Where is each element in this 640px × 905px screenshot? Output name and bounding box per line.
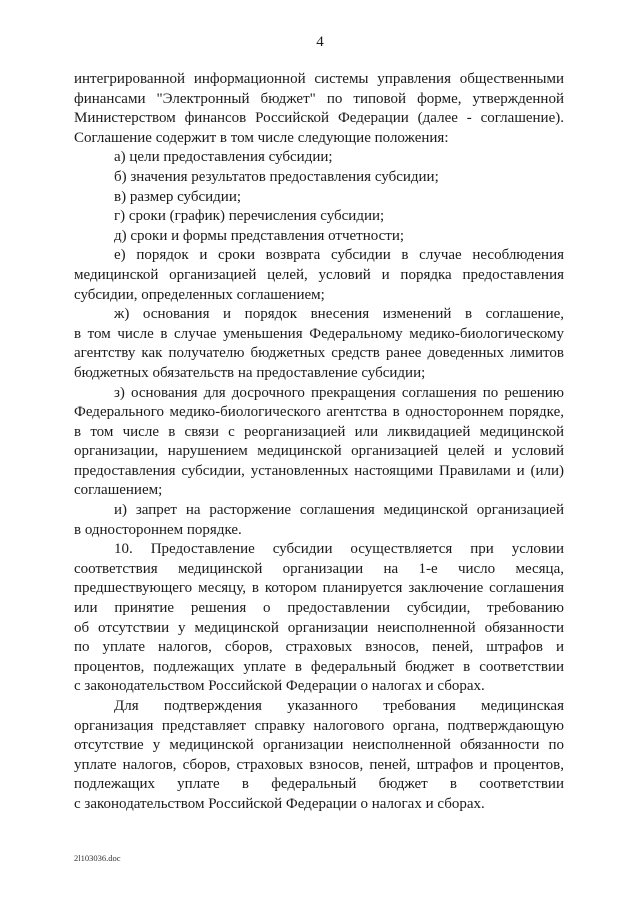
- list-item-f: е) порядок и сроки возврата субсидии в случае несоблюдения: [114, 247, 564, 264]
- text-line: Соглашение содержит в том числе следующие положения:: [74, 129, 449, 146]
- text-line: об отсутствии у медицинской организации неисполненной обязанности: [74, 619, 564, 636]
- paragraph-confirmation: Для подтверждения указанного требования медицинская: [114, 698, 564, 714]
- text-line: предшествующего месяцу, в котором планируется заключение соглашения: [74, 580, 564, 597]
- list-item-e: д) сроки и формы представления отчетности;: [114, 227, 405, 244]
- text-line: медицинской организацией целей, условий и порядка предоставления: [74, 266, 564, 283]
- text-line: интегрированной информационной системы управления общественными: [74, 71, 564, 87]
- text-line: субсидии, определенных соглашением;: [74, 286, 325, 303]
- list-item-c: в) размер субсидии;: [114, 188, 242, 205]
- list-item-i: и) запрет на расторжение соглашения медицинской организацией: [114, 502, 564, 519]
- text-line: Министерством финансов Российской Федерации (далее - соглашение).: [74, 110, 564, 127]
- footer-file-code: 2l103036.doc: [74, 853, 121, 863]
- page-number: 4: [316, 34, 324, 50]
- paragraph-10: 10. Предоставление субсидии осуществляется при условии: [114, 541, 564, 558]
- text-line: с законодательством Российской Федерации о налогах и сборах.: [74, 795, 485, 812]
- text-line: процентов, подлежащих уплате в федеральный бюджет в соответствии: [74, 658, 564, 675]
- text-line: соглашением;: [74, 482, 163, 499]
- text-line: соответствия медицинской организации на 1-е число месяца,: [74, 560, 564, 577]
- text-line: организация представляет справку налогового органа, подтверждающую: [74, 717, 564, 734]
- text-line: в одностороннем порядке.: [74, 521, 242, 538]
- text-line: с законодательством Российской Федерации о налогах и сборах.: [74, 678, 485, 695]
- document-body: [74, 70, 564, 815]
- text-line: финансами "Электронный бюджет" по типовой форме, утвержденной: [74, 90, 564, 107]
- text-line: организации, нарушением медицинской организацией целей и условий: [74, 443, 564, 460]
- list-item-b: б) значения результатов предоставления субсидии;: [114, 168, 439, 185]
- list-item-h: з) основания для досрочного прекращения соглашения по решению: [114, 384, 564, 401]
- text-line: в том числе в связи с реорганизацией или ликвидацией медицинской: [74, 423, 564, 440]
- text-line: бюджетных обязательств на предоставление субсидии;: [74, 364, 426, 381]
- text-line: предоставления субсидии, установленных настоящими Правилами и (или): [74, 462, 564, 479]
- text-line: в том числе в случае уменьшения Федеральному медико-биологическому: [74, 325, 564, 342]
- text-line: Федерального медико-биологического агентства в одностороннем порядке,: [74, 404, 564, 421]
- list-item-g: ж) основания и порядок внесения изменений в соглашение,: [114, 306, 564, 323]
- text-line: уплате налогов, сборов, страховых взносов, пеней, штрафов и процентов,: [74, 756, 564, 773]
- text-line: или принятие решения о предоставлении субсидии, требованию: [74, 600, 564, 617]
- text-line: по уплате налогов, сборов, страховых взносов, пеней, штрафов и: [74, 639, 564, 656]
- text-line: отсутствие у медицинской организации неисполненной обязанности по: [74, 737, 564, 754]
- list-item-a: а) цели предоставления субсидии;: [114, 149, 333, 166]
- list-item-d: г) сроки (график) перечисления субсидии;: [114, 208, 385, 225]
- text-line: подлежащих уплате в федеральный бюджет в соответствии: [74, 776, 564, 793]
- text-line: агентству как получателю бюджетных средств ранее доведенных лимитов: [74, 345, 564, 362]
